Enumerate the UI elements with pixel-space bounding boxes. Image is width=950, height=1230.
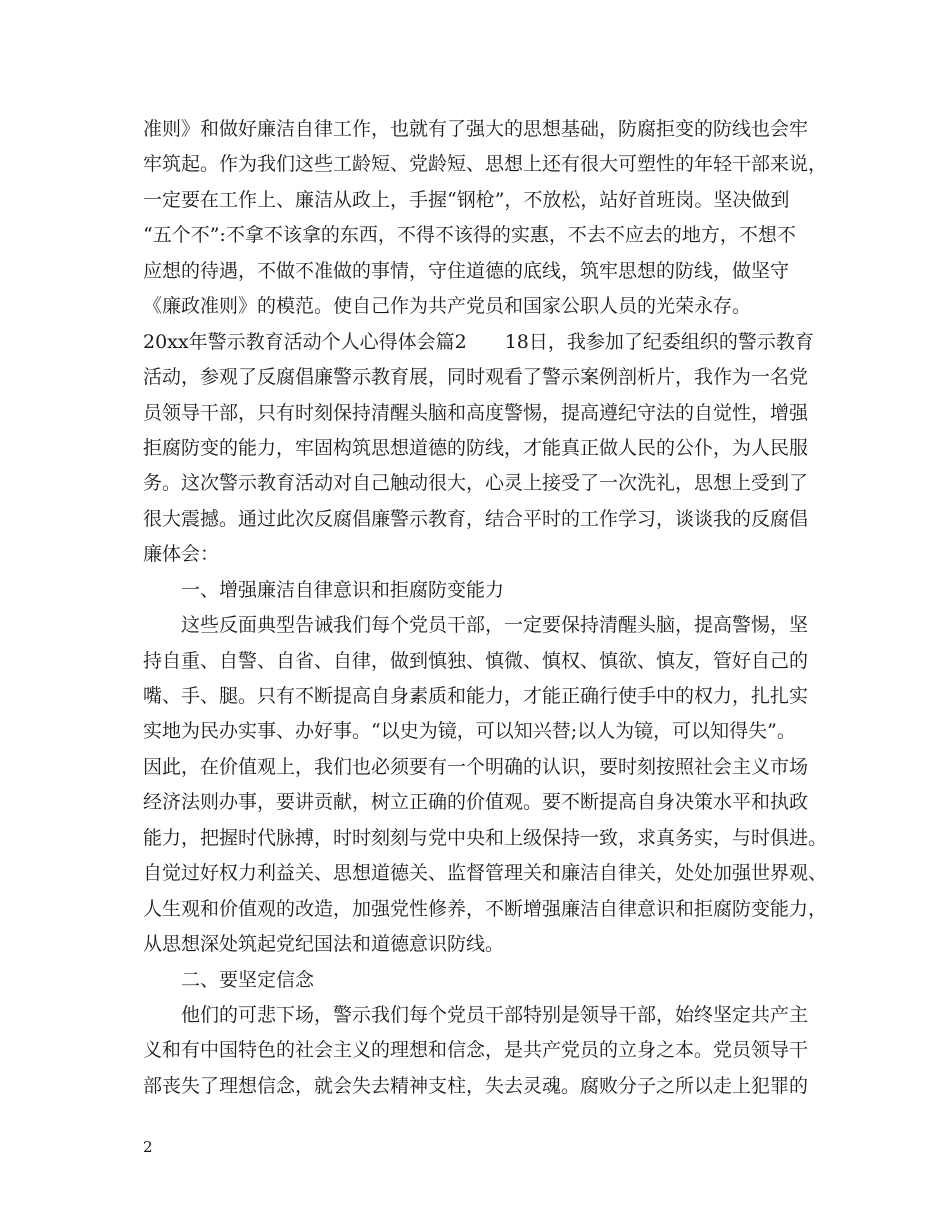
text-line: 一定要在工作上、廉洁从政上，手握“钢枪”，不放松，站好首班岗。坚决做到 (143, 188, 790, 211)
text-line: 从思想深处筑起党纪国法和道德意识防线。 (143, 933, 505, 956)
text-line: 他们的可悲下场，警示我们每个党员干部特别是领导干部，始终坚定共产主 (181, 1003, 809, 1026)
text-line: 自觉过好权力利益关、思想道德关、监督管理关和廉洁自律关，处处加强世界观、 (143, 862, 828, 885)
text-line: 这些反面典型告诫我们每个党员干部，一定要保持清醒头脑，提高警惕，坚 (181, 614, 809, 637)
text-line: 廉体会： (143, 543, 220, 566)
body-text (143, 112, 828, 1104)
heading-1: 一、增强廉洁自律意识和拒腐防变能力 (181, 578, 505, 601)
text-line: 嘴、手、腿。只有不断提高自身素质和能力，才能正确行使手中的权力，扎扎实 (143, 685, 809, 707)
text-line: 《廉政准则》的模范。使自己作为共产党员和国家公职人员的光荣永存。 (143, 295, 752, 318)
text-line: 牢筑起。作为我们这些工龄短、党龄短、思想上还有很大可塑性的年轻干部来说， (143, 153, 828, 176)
text-line: 人生观和价值观的改造，加强党性修养，不断增强廉洁自律意识和拒腐防变能力， (143, 897, 828, 920)
text-line: 义和有中国特色的社会主义的理想和信念，是共产党员的立身之本。党员领导干 (143, 1039, 809, 1062)
text-line: 应想的待遇，不做不准做的事情，守住道德的底线，筑牢思想的防线，做坚守 (143, 259, 790, 282)
text-line: 准则》和做好廉洁自律工作，也就有了强大的思想基础，防腐拒变的防线也会牢 (143, 118, 809, 140)
text-line: 持自重、自警、自省、自律，做到慎独、慎微、慎权、慎欲、慎友，管好自己的 (143, 649, 809, 672)
text-line: 部丧失了理想信念，就会失去精神支柱，失去灵魂。腐败分子之所以走上犯罪的 (143, 1074, 809, 1097)
text-line: 能力，把握时代脉搏，时时刻刻与党中央和上级保持一致，求真务实，与时俱进。 (143, 826, 828, 849)
text-line: 拒腐防变的能力，牢固构筑思想道德的防线，才能真正做人民的公仆，为人民服 (143, 436, 809, 459)
text-line: 很大震撼。通过此次反腐倡廉警示教育，结合平时的工作学习，谈谈我的反腐倡 (143, 507, 809, 530)
section-title-line: 20xx年警示教育活动个人心得体会篇2 18日，我参加了纪委组织的警示教育 (143, 330, 814, 353)
text-line: 活动，参观了反腐倡廉警示教育展，同时观看了警示案例剖析片，我作为一名党 (143, 366, 809, 389)
heading-2: 二、要坚定信念 (181, 968, 315, 991)
text-line: 因此，在价值观上，我们也必须要有一个明确的认识，要时刻按照社会主义市场 (143, 755, 809, 778)
text-line: “五个不”:不拿不该拿的东西，不得不该得的实惠，不去不应去的地方，不想不 (143, 224, 796, 247)
text-line: 经济法则办事，要讲贡献，树立正确的价值观。要不断提高自身决策水平和执政 (143, 791, 809, 814)
text-line: 实地为民办实事、办好事。“以史为镜，可以知兴替;以人为镜，可以知得失”。 (143, 720, 796, 743)
text-line: 员领导干部，只有时刻保持清醒头脑和高度警惕，提高遵纪守法的自觉性，增强 (143, 401, 809, 424)
page-number: 2 (143, 1138, 153, 1156)
text-line: 务。这次警示教育活动对自己触动很大，心灵上接受了一次洗礼，思想上受到了 (143, 472, 809, 495)
